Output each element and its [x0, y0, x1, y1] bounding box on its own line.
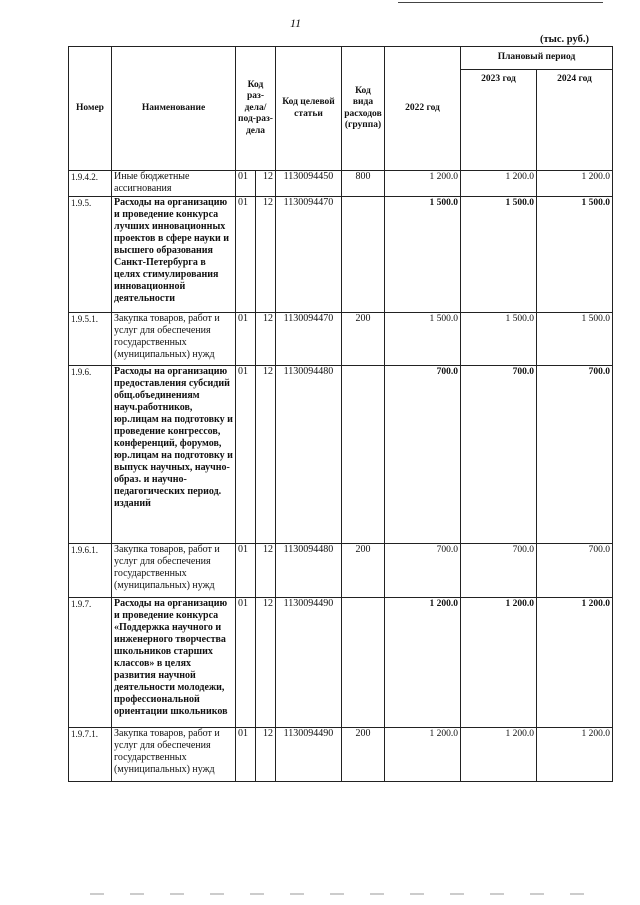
row-2022: 1 200.0 — [385, 171, 461, 197]
row-target-code: 1130094470 — [276, 197, 342, 313]
row-subsection: 12 — [256, 171, 276, 197]
row-2024: 1 500.0 — [537, 313, 613, 366]
row-number: 1.9.4.2. — [69, 171, 112, 197]
row-2024: 1 200.0 — [537, 598, 613, 728]
header-section: Код раз-дела/ под-раз-дела — [236, 47, 276, 171]
row-name: Закупка товаров, работ и услуг для обеспечения государственных (муниципальных) нужд — [112, 313, 236, 366]
row-subsection: 12 — [256, 598, 276, 728]
row-target-code: 1130094450 — [276, 171, 342, 197]
table-row — [69, 313, 613, 366]
row-2022: 700.0 — [385, 366, 461, 544]
table-row — [69, 197, 613, 313]
header-2023: 2023 год — [461, 70, 537, 171]
row-2023: 1 200.0 — [461, 171, 537, 197]
table-row — [69, 728, 613, 782]
row-subsection: 12 — [256, 313, 276, 366]
row-expense-type — [342, 366, 385, 544]
row-2024: 700.0 — [537, 544, 613, 598]
row-number: 1.9.7.1. — [69, 728, 112, 782]
row-subsection: 12 — [256, 728, 276, 782]
row-name: Иные бюджетные ассигнования — [112, 171, 236, 197]
row-2023: 700.0 — [461, 544, 537, 598]
row-subsection: 12 — [256, 197, 276, 313]
row-2022: 700.0 — [385, 544, 461, 598]
row-2022: 1 500.0 — [385, 197, 461, 313]
table-row — [69, 171, 613, 197]
row-section: 01 — [236, 313, 256, 366]
header-planned-period: Плановый период — [461, 47, 613, 70]
row-section: 01 — [236, 366, 256, 544]
row-expense-type: 800 — [342, 171, 385, 197]
row-2023: 1 200.0 — [461, 598, 537, 728]
header-number: Номер — [69, 47, 112, 171]
row-2022: 1 200.0 — [385, 728, 461, 782]
row-target-code: 1130094470 — [276, 313, 342, 366]
row-section: 01 — [236, 728, 256, 782]
row-number: 1.9.6.1. — [69, 544, 112, 598]
table-row — [69, 598, 613, 728]
row-section: 01 — [236, 598, 256, 728]
row-expense-type — [342, 197, 385, 313]
row-number: 1.9.6. — [69, 366, 112, 544]
row-expense-type: 200 — [342, 313, 385, 366]
row-subsection: 12 — [256, 366, 276, 544]
units-label: (тыс. руб.) — [540, 34, 589, 45]
header-2022: 2022 год — [385, 47, 461, 171]
row-section: 01 — [236, 171, 256, 197]
row-name: Расходы на организацию и проведение конкурса лучших инновационных проектов в сфере науки и высшего образования Санкт-Петербурга в целях стимулирования инновационной деятельности — [112, 197, 236, 313]
row-name: Расходы на организацию предоставления субсидий общ.объединениям науч.работников, юр.лицам на подготовку и проведение конгрессов, конференций, форумов, юр.лицам на подготовку и выпуск научных, научно-образ. и научно-педагогических период. изданий — [112, 366, 236, 544]
row-name: Закупка товаров, работ и услуг для обеспечения государственных (муниципальных) нужд — [112, 544, 236, 598]
row-target-code: 1130094480 — [276, 366, 342, 544]
top-rule — [398, 2, 603, 3]
page-number: 11 — [290, 16, 302, 30]
row-2023: 1 500.0 — [461, 313, 537, 366]
row-2023: 700.0 — [461, 366, 537, 544]
row-expense-type — [342, 598, 385, 728]
row-expense-type: 200 — [342, 728, 385, 782]
table-row — [69, 366, 613, 544]
row-target-code: 1130094480 — [276, 544, 342, 598]
row-section: 01 — [236, 544, 256, 598]
header-row-top — [69, 47, 613, 70]
row-number: 1.9.7. — [69, 598, 112, 728]
row-2022: 1 500.0 — [385, 313, 461, 366]
budget-table — [68, 46, 613, 782]
header-target: Код целевой статьи — [276, 47, 342, 171]
table-row — [69, 544, 613, 598]
row-2024: 1 200.0 — [537, 728, 613, 782]
row-subsection: 12 — [256, 544, 276, 598]
row-name: Закупка товаров, работ и услуг для обеспечения государственных (муниципальных) нужд — [112, 728, 236, 782]
row-name: Расходы на организацию и проведение конкурса «Поддержка научного и инженерного творчества школьников старших классов» в целях развития научной деятельности молодежи, профессиональной ориентации школьников — [112, 598, 236, 728]
row-target-code: 1130094490 — [276, 728, 342, 782]
row-2022: 1 200.0 — [385, 598, 461, 728]
row-number: 1.9.5.1. — [69, 313, 112, 366]
header-name: Наименование — [112, 47, 236, 171]
header-expense-type: Код вида расходов (группа) — [342, 47, 385, 171]
row-2023: 1 200.0 — [461, 728, 537, 782]
scan-noise-line — [90, 893, 610, 895]
row-section: 01 — [236, 197, 256, 313]
row-expense-type: 200 — [342, 544, 385, 598]
row-2024: 1 500.0 — [537, 197, 613, 313]
header-2024: 2024 год — [537, 70, 613, 171]
row-target-code: 1130094490 — [276, 598, 342, 728]
row-2023: 1 500.0 — [461, 197, 537, 313]
row-2024: 700.0 — [537, 366, 613, 544]
row-number: 1.9.5. — [69, 197, 112, 313]
row-2024: 1 200.0 — [537, 171, 613, 197]
